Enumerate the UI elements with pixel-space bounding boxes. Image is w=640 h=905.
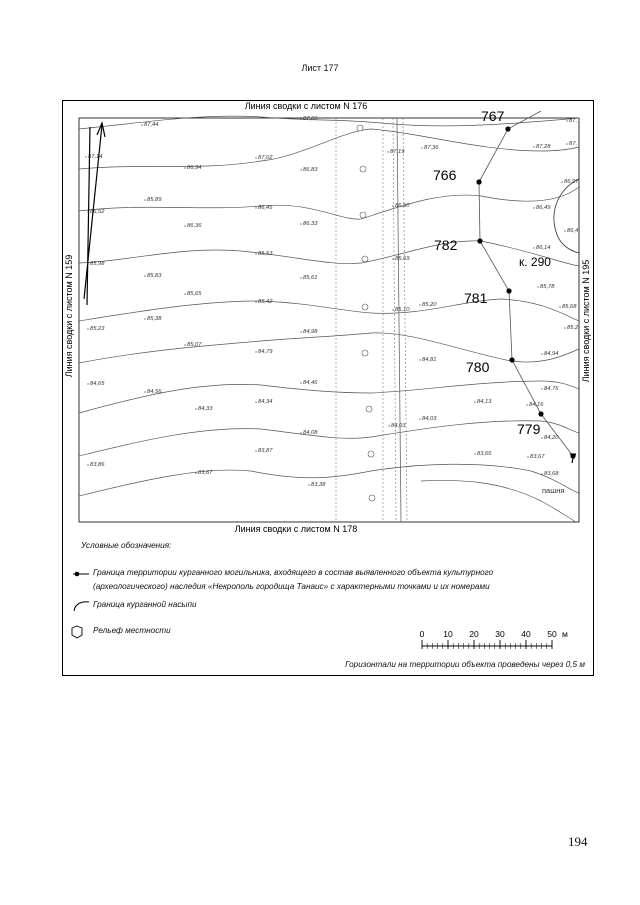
elevation-dot bbox=[564, 230, 565, 231]
elevation-mark: 84,03 bbox=[391, 423, 406, 429]
scale-unit: м bbox=[562, 629, 568, 639]
elevation-mark: 85,78 bbox=[540, 284, 555, 290]
elevation-dot bbox=[87, 263, 88, 264]
elevation-mark: 84,20 bbox=[544, 435, 559, 441]
elevation-dot bbox=[255, 157, 256, 158]
elevation-dot bbox=[144, 275, 145, 276]
boundary-point-766 bbox=[476, 179, 481, 184]
elevation-mark: 84,79 bbox=[258, 349, 273, 355]
boundary-point-782 bbox=[477, 238, 482, 243]
elevation-dot bbox=[419, 418, 420, 419]
boundary-point-781 bbox=[506, 288, 511, 293]
boundary-point-779 bbox=[538, 411, 543, 416]
legend-boundary-line2: (археологического) наследия «Некрополь городища Танаис» с характерными точками и их номерами bbox=[93, 582, 490, 591]
elevation-mark: 84,08 bbox=[303, 430, 318, 436]
elevation-dot bbox=[541, 388, 542, 389]
boundary-point-label: 781 bbox=[464, 290, 488, 306]
elevation-dot bbox=[85, 156, 86, 157]
elevation-dot bbox=[195, 472, 196, 473]
elevation-mark: 83,38 bbox=[311, 482, 326, 488]
elevation-mark: 85,83 bbox=[147, 273, 162, 279]
legend-relief-text: Рельеф местности bbox=[93, 626, 171, 635]
elevation-dot bbox=[184, 225, 185, 226]
elevation-dot bbox=[541, 437, 542, 438]
elevation-mark: 85,23 bbox=[90, 326, 105, 332]
elevation-mark: 86,49 bbox=[536, 205, 551, 211]
elevation-dot bbox=[566, 120, 567, 121]
legend-boundary-line1: Граница территории курганного могильника, входящего в состав выявленного объекта культурного bbox=[93, 568, 494, 577]
road-edge bbox=[397, 118, 401, 522]
scale-label: 0 bbox=[419, 629, 425, 639]
elevation-mark: 84,16 bbox=[529, 402, 544, 408]
elevation-dot bbox=[300, 432, 301, 433]
edge-label-right: Линия сводки с листом N 195 bbox=[581, 259, 591, 383]
contour-line bbox=[79, 241, 579, 266]
contour-line bbox=[79, 381, 579, 413]
elevation-mark: 85,2 bbox=[567, 325, 579, 331]
territory-boundary bbox=[479, 111, 573, 456]
elevation-mark: 86,33 bbox=[303, 221, 318, 227]
elevation-dot bbox=[87, 464, 88, 465]
elevation-dot bbox=[87, 328, 88, 329]
scale-label: 10 bbox=[443, 629, 453, 639]
elevation-dot bbox=[141, 124, 142, 125]
elevation-dot bbox=[300, 382, 301, 383]
elevation-mark: 84,03 bbox=[422, 416, 437, 422]
elevation-mark: 84,34 bbox=[258, 399, 273, 405]
contour-line bbox=[79, 187, 579, 219]
contour-line bbox=[79, 129, 579, 169]
elevation-dot bbox=[255, 301, 256, 302]
scale-label: 50 bbox=[547, 629, 557, 639]
scale-bar bbox=[418, 628, 588, 650]
elevation-mark: 85,38 bbox=[147, 316, 162, 322]
elevation-dot bbox=[184, 167, 185, 168]
elevation-mark: 84,46 bbox=[303, 380, 318, 386]
boundary-point-label: 7 bbox=[569, 450, 577, 466]
elevation-mark: 84,56 bbox=[147, 389, 162, 395]
elevation-mark: 87,44 bbox=[144, 122, 159, 128]
contour-line bbox=[79, 333, 579, 363]
boundary-points bbox=[433, 108, 577, 466]
elevation-dot bbox=[144, 199, 145, 200]
elevation-dot bbox=[300, 169, 301, 170]
elevation-mark: 86,14 bbox=[536, 245, 551, 251]
boundary-point-767 bbox=[505, 126, 510, 131]
elevation-dot bbox=[392, 309, 393, 310]
elevation-dot bbox=[392, 205, 393, 206]
elevation-labels bbox=[85, 116, 579, 488]
elevation-dot bbox=[255, 401, 256, 402]
elevation-mark: 83,66 bbox=[477, 451, 492, 457]
contour-line bbox=[79, 464, 579, 496]
elevation-dot bbox=[255, 207, 256, 208]
elevation-mark: 85,42 bbox=[258, 299, 273, 305]
elevation-dot bbox=[559, 306, 560, 307]
elevation-dot bbox=[388, 425, 389, 426]
elevation-mark: 87,19 bbox=[390, 149, 405, 155]
elevation-dot bbox=[144, 391, 145, 392]
elevation-dot bbox=[541, 353, 542, 354]
page-number: 194 bbox=[568, 834, 588, 849]
kurgan-mound-boundary bbox=[554, 179, 579, 253]
edge-label-bottom: Линия сводки с листом N 178 bbox=[234, 524, 358, 534]
boundary-point-label: 766 bbox=[433, 167, 457, 183]
scale-label: 30 bbox=[495, 629, 505, 639]
elevation-dot bbox=[564, 327, 565, 328]
elevation-mark: 87, bbox=[569, 118, 578, 124]
elevation-mark: 87, bbox=[569, 141, 578, 147]
elevation-mark: 84,98 bbox=[303, 329, 318, 335]
elevation-mark: 84,76 bbox=[544, 386, 559, 392]
elevation-dot bbox=[392, 258, 393, 259]
elevation-dot bbox=[419, 304, 420, 305]
elevation-mark: 86,36 bbox=[187, 223, 202, 229]
boundary-point-label: 780 bbox=[466, 359, 490, 375]
elevation-dot bbox=[195, 408, 196, 409]
elevation-dot bbox=[533, 146, 534, 147]
elevation-dot bbox=[255, 253, 256, 254]
scale-label: 20 bbox=[469, 629, 479, 639]
elevation-mark: 87,36 bbox=[424, 145, 439, 151]
elevation-dot bbox=[87, 211, 88, 212]
elevation-mark: 86,83 bbox=[303, 167, 318, 173]
elevation-dot bbox=[300, 223, 301, 224]
relief-hexagon-icon bbox=[71, 625, 93, 639]
elevation-dot bbox=[474, 453, 475, 454]
elevation-dot bbox=[566, 143, 567, 144]
boundary-point-icon bbox=[71, 567, 93, 581]
elevation-mark: 83,68 bbox=[544, 471, 559, 477]
elevation-mark: 83,67 bbox=[198, 470, 213, 476]
elevation-mark: 85,61 bbox=[303, 275, 318, 281]
elevation-mark: 84,94 bbox=[544, 351, 559, 357]
elevation-mark: 85,65 bbox=[187, 291, 202, 297]
edge-label-left: Линия сводки с листом N 159 bbox=[64, 254, 74, 378]
legend-heading: Условные обозначения: bbox=[81, 541, 172, 550]
elevation-dot bbox=[300, 331, 301, 332]
elevation-dot bbox=[541, 473, 542, 474]
elevation-mark: 84,81 bbox=[422, 357, 437, 363]
elevation-mark: 84,13 bbox=[477, 399, 492, 405]
elevation-mark: 87,14 bbox=[88, 154, 103, 160]
elevation-mark: 84,33 bbox=[198, 406, 213, 412]
elevation-dot bbox=[308, 484, 309, 485]
elevation-dot bbox=[184, 293, 185, 294]
elevation-dot bbox=[527, 456, 528, 457]
elevation-mark: 85,69 bbox=[395, 256, 410, 262]
elevation-dot bbox=[387, 151, 388, 152]
elevation-dot bbox=[300, 118, 301, 119]
elevation-dot bbox=[474, 401, 475, 402]
elevation-mark: 85,98 bbox=[90, 261, 105, 267]
boundary-point-780 bbox=[509, 357, 514, 362]
boundary-point-label: 767 bbox=[481, 108, 505, 124]
elevation-dot bbox=[144, 318, 145, 319]
elevation-dot bbox=[537, 286, 538, 287]
elevation-mark: 86,4 bbox=[567, 228, 579, 234]
contour-line bbox=[79, 421, 579, 456]
elevation-mark: 87,66 bbox=[303, 116, 318, 122]
elevation-dot bbox=[300, 277, 301, 278]
kurgan-label: к. 290 bbox=[519, 255, 551, 269]
elevation-dot bbox=[255, 450, 256, 451]
elevation-mark: 85,68 bbox=[562, 304, 577, 310]
elevation-dot bbox=[561, 181, 562, 182]
elevation-mark: 85,10 bbox=[395, 307, 410, 313]
scale-label: 40 bbox=[521, 629, 531, 639]
sheet-title: Лист 177 bbox=[301, 63, 339, 73]
contour-interval-note: Горизонтали на территории объекта проведены через 0,5 м bbox=[345, 660, 585, 669]
elevation-mark: 83,86 bbox=[90, 462, 105, 468]
field-label: пашня bbox=[542, 486, 565, 495]
elevation-dot bbox=[255, 351, 256, 352]
elevation-dot bbox=[184, 344, 185, 345]
map-sheet-frame bbox=[62, 100, 594, 676]
elevation-mark: 83,87 bbox=[258, 448, 273, 454]
scale-ticks bbox=[420, 629, 568, 649]
elevation-mark: 83,67 bbox=[530, 454, 545, 460]
elevation-mark: 87,28 bbox=[536, 144, 551, 150]
elevation-mark: 85,89 bbox=[147, 197, 162, 203]
elevation-dot bbox=[533, 207, 534, 208]
elevation-dot bbox=[533, 247, 534, 248]
elevation-mark: 85,20 bbox=[422, 302, 437, 308]
boundary-point-label: 779 bbox=[517, 421, 541, 437]
boundary-point-label: 782 bbox=[434, 237, 458, 253]
elevation-mark: 86,45 bbox=[258, 205, 273, 211]
elevation-mark: 86,50 bbox=[395, 203, 410, 209]
elevation-dot bbox=[87, 383, 88, 384]
survey-lines bbox=[336, 118, 407, 522]
elevation-dot bbox=[421, 147, 422, 148]
elevation-mark: 86,94 bbox=[187, 165, 202, 171]
elevation-mark: 86,52 bbox=[90, 209, 105, 215]
legend-mound-text: Граница курганной насыпи bbox=[93, 600, 197, 609]
elevation-mark: 85,07 bbox=[187, 342, 202, 348]
elevation-dot bbox=[419, 359, 420, 360]
elevation-mark: 87,02 bbox=[258, 155, 273, 161]
elevation-mark: 84,65 bbox=[90, 381, 105, 387]
edge-label-top: Линия сводки с листом N 176 bbox=[244, 101, 368, 111]
elevation-mark: 85,53 bbox=[258, 251, 273, 257]
contour-lines bbox=[79, 116, 579, 496]
elevation-mark: 86,97 bbox=[564, 179, 579, 185]
elevation-dot bbox=[526, 404, 527, 405]
mound-arc-icon bbox=[71, 599, 93, 613]
